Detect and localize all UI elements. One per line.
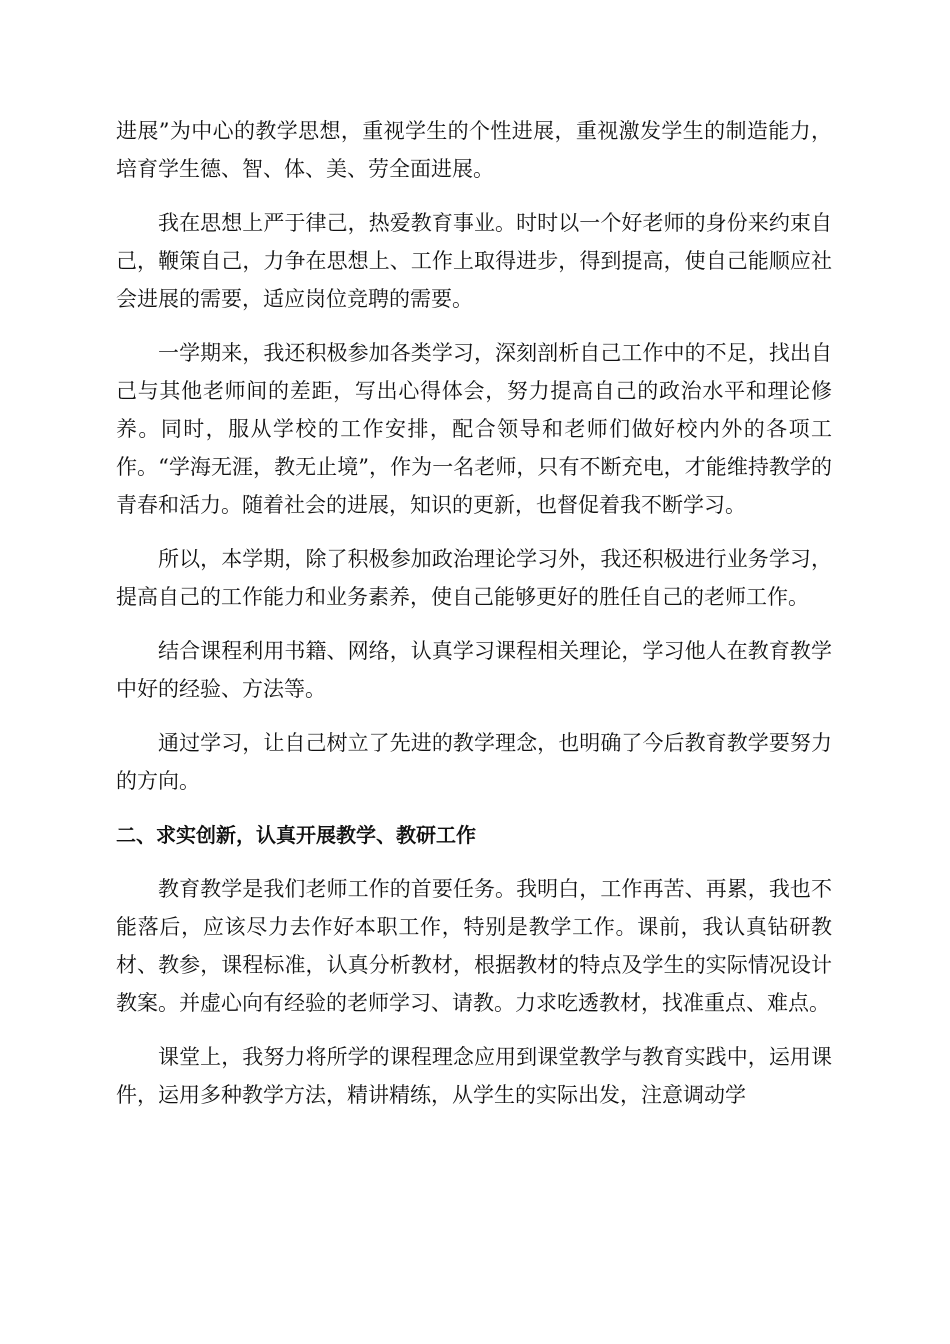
section-heading: 二、求实创新，认真开展教学、教研工作 <box>116 823 476 847</box>
paragraph-8: 课堂上，我努力将所学的课程理念应用到课堂教学与教育实践中，运用课件，运用多种教学方法，精讲精练，从学生的实际出发，注意调动学 <box>116 1045 832 1107</box>
paragraph-3: 一学期来，我还积极参加各类学习，深刻剖析自己工作中的不足，找出自己与其他老师间的差距，写出心得体会，努力提高自己的政治水平和理论修养。同时，服从学校的工作安排，配合领导和老师们做好校内外的各项工作。“学海无涯，教无止境”，作为一名老师，只有不断充电，才能维持教学的青春和活力。随着社会的进展，知识的更新，也督促着我不断学习。 <box>116 341 832 517</box>
paragraph-6: 通过学习，让自己树立了先进的教学理念，也明确了今后教育教学要努力的方向。 <box>116 731 832 793</box>
paragraph-4: 所以，本学期，除了积极参加政治理论学习外，我还积极进行业务学习，提高自己的工作能力和业务素养，使自己能够更好的胜任自己的老师工作。 <box>116 547 832 609</box>
paragraph-1: 进展”为中心的教学思想，重视学生的个性进展，重视激发学生的制造能力，培育学生德、智、体、美、劳全面进展。 <box>116 119 832 181</box>
paragraph-7: 教育教学是我们老师工作的首要任务。我明白，工作再苦、再累，我也不能落后，应该尽力去作好本职工作，特别是教学工作。课前，我认真钻研教材、教参，课程标准，认真分析教材，根据教材的特点及学生的实际情况设计教案。并虚心向有经验的老师学习、请教。力求吃透教材，找准重点、难点。 <box>116 877 832 1015</box>
document-body <box>116 112 832 1130</box>
paragraph-2: 我在思想上严于律己，热爱教育事业。时时以一个好老师的身份来约束自己，鞭策自己，力争在思想上、工作上取得进步，得到提高，使自己能顺应社会进展的需要，适应岗位竞聘的需要。 <box>116 211 832 311</box>
paragraph-5: 结合课程利用书籍、网络，认真学习课程相关理论，学习他人在教育教学中好的经验、方法等。 <box>116 639 832 701</box>
